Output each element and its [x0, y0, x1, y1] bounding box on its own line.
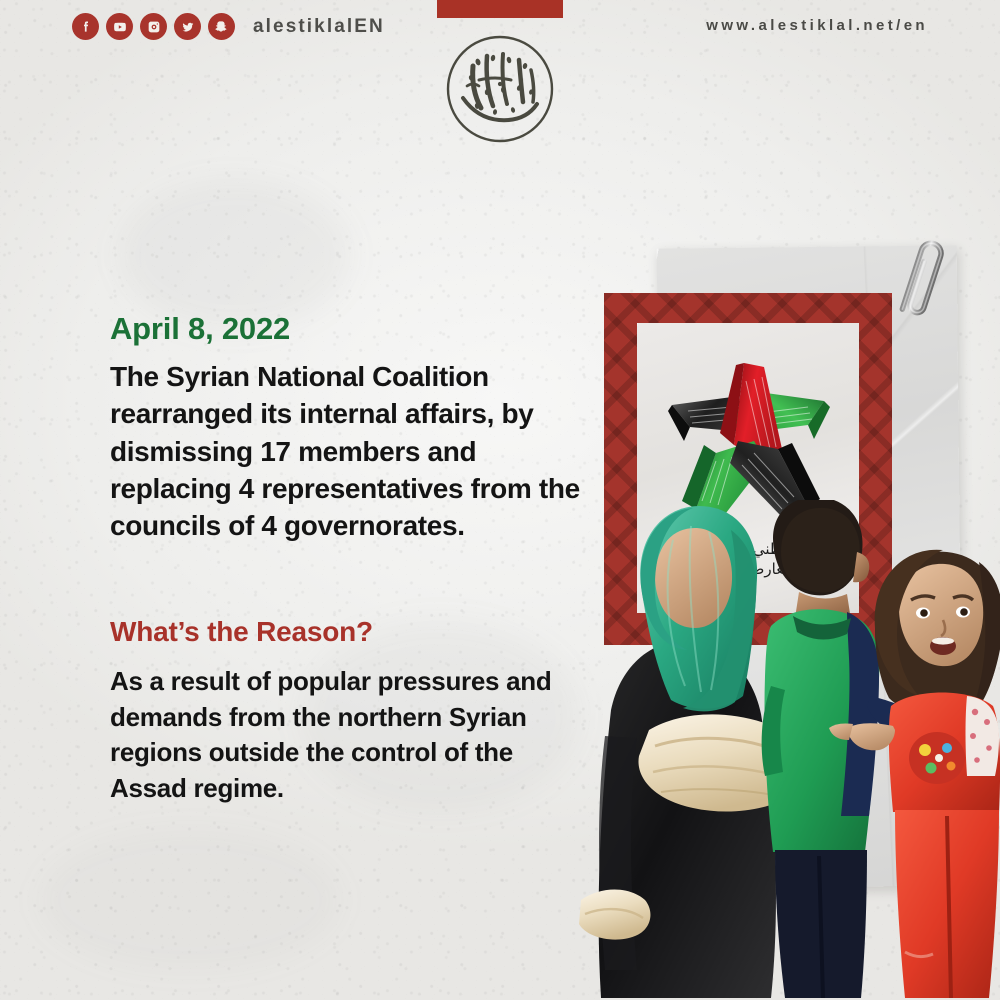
facebook-icon[interactable] [72, 13, 99, 40]
social-links-row [72, 13, 385, 40]
reason-title: What’s the Reason? [110, 616, 373, 648]
instagram-icon[interactable] [140, 13, 167, 40]
snc-caption-line-2: والمعارضة [743, 559, 809, 578]
snapchat-icon[interactable] [208, 13, 235, 40]
twitter-icon[interactable] [174, 13, 201, 40]
social-handle-label: alestiklalEN [253, 15, 385, 37]
top-red-accent-bar [437, 0, 563, 18]
youtube-icon[interactable] [106, 13, 133, 40]
website-url-label: www.alestiklal.net/en [706, 17, 928, 34]
alestiklal-logo [443, 32, 557, 146]
date-label: April 8, 2022 [110, 311, 291, 346]
header [0, 0, 1000, 150]
headline-text: The Syrian National Coalition rearranged its internal affairs, by dismissing 17 members and replacing 4 representatives from the councils of 4 governorates. [110, 361, 580, 542]
syrian-family-carrying-bread-photo [575, 500, 1000, 1000]
syrian-national-coalition-star-emblem [658, 349, 838, 519]
main-text-column [110, 312, 590, 807]
reason-body-text: As a result of popular pressures and demands from the northern Syrian regions outside the control of the Assad regime. [110, 666, 552, 804]
